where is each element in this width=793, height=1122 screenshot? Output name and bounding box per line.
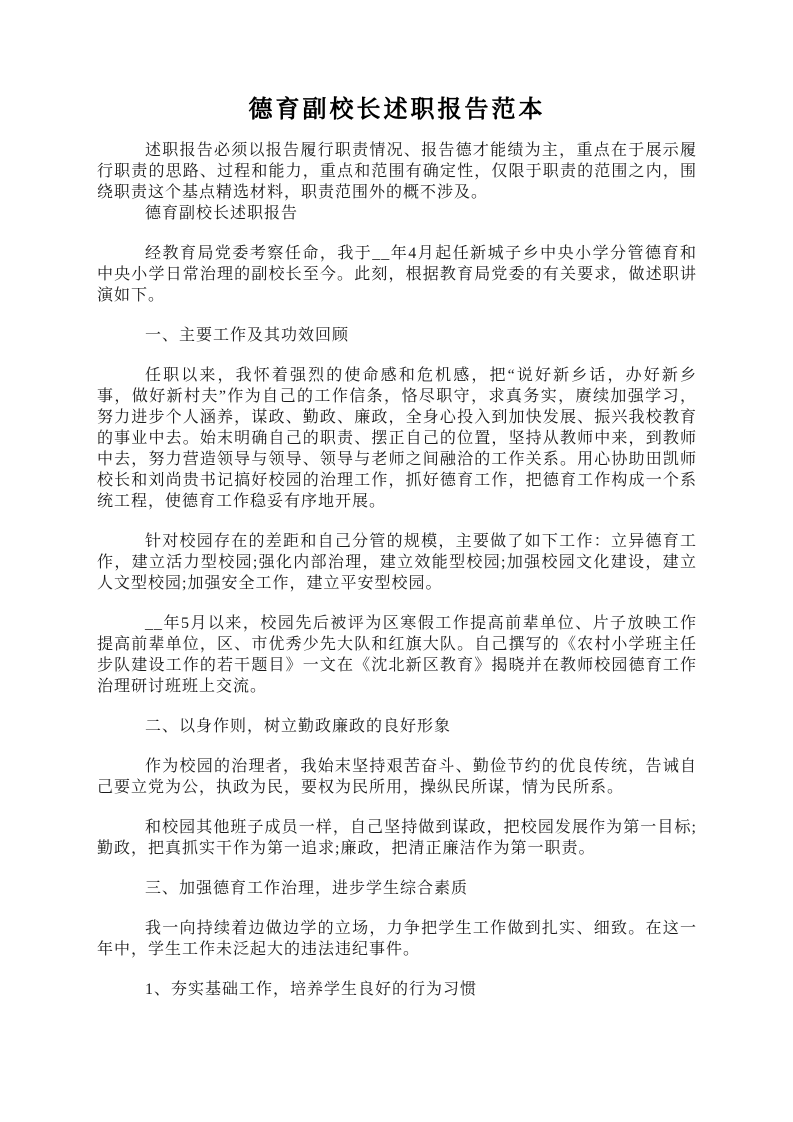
subsection-1-heading: 1、夯实基础工作，培养学生良好的行为习惯: [145, 981, 478, 998]
section-2-paragraph-2: 和校园其他班子成员一样，自己坚持做到谋政，把校园发展作为第一目标;勤政，把真抓实干作为第一追求;廉政，把清正廉洁作为第一职责。: [97, 819, 697, 857]
section-1-paragraph-1: 任职以来，我怀着强烈的使命感和危机感，把“说好新乡话，办好新乡事，做好新村夫”作为自己的工作信条，恪尽职守，求真务实，赓续加强学习，努力进步个人涵养，谋政、勤政、廉政，全身心投入到加快发展、振兴我校教育的事业中去。始末明确自己的职责、摆正自己的位置，坚持从教师中来，到教师中去，努力营造领导与领导、领导与老师之间融洽的工作关系。用心协助田凯师校长和刘尚贵书记搞好校园的治理工作，抓好德育工作，把德育工作构成一个系统工程，使德育工作稳妥有序地开展。: [97, 367, 697, 510]
section-1-heading: 一、主要工作及其功效回顾: [145, 327, 350, 344]
intro-paragraph: 述职报告必须以报告履行职责情况、报告德才能绩为主，重点在于展示履行职责的思路、过程和能力，重点和范围有确定性，仅限于职责的范围之内，围绕职责这个基点精选材料，职责范围外的概不涉及。: [97, 142, 697, 201]
section-1-paragraph-3: __年5月以来，校园先后被评为区寒假工作提高前辈单位、片子放映工作提高前辈单位，区、市优秀少先大队和红旗大队。自己撰写的《农村小学班主任步队建设工作的若干题目》一文在《沈北新区教育》揭晓并在教师校园德育工作治理研讨班班上交流。: [97, 615, 697, 695]
section-2-paragraph-1: 作为校园的治理者，我始末坚持艰苦奋斗、勤俭节约的优良传统，告诫自己要立党为公，执政为民，要权为民所用，操纵民所谋，情为民所系。: [97, 758, 697, 796]
section-1-paragraph-2: 针对校园存在的差距和自己分管的规模，主要做了如下工作：立异德育工作，建立活力型校园;强化内部治理，建立效能型校园;加强校园文化建设，建立人文型校园;加强安全工作，建立平安型校园。: [97, 533, 697, 592]
section-2-heading: 二、以身作则，树立勤政廉政的良好形象: [145, 718, 452, 735]
report-subtitle: 德育副校长述职报告: [145, 205, 299, 222]
document-title: 德育副校长述职报告范本: [248, 97, 546, 123]
opening-paragraph: 经教育局党委考察任命，我于__年4月起任新城子乡中央小学分管德育和中央小学日常治理的副校长至今。此刻，根据教育局党委的有关要求，做述职讲演如下。: [97, 245, 697, 304]
section-3-paragraph-1: 我一向持续着边做边学的立场，力争把学生工作做到扎实、细致。在这一年中，学生工作未泛起大的违法违纪事件。: [97, 920, 697, 958]
section-3-heading: 三、加强德育工作治理，进步学生综合素质: [145, 880, 469, 897]
